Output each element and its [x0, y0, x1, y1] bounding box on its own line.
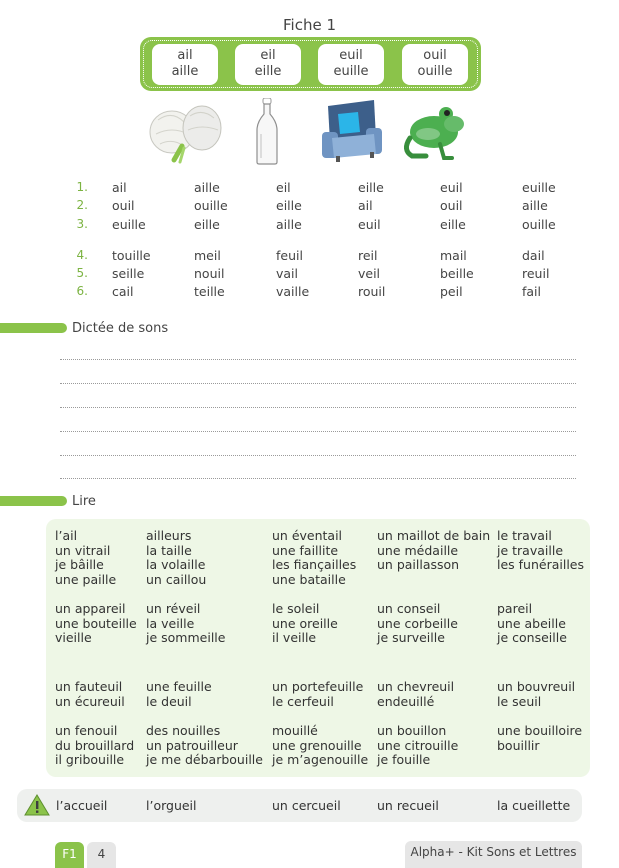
syllable-word: touille [112, 248, 151, 263]
reading-word: je me débarbouille [146, 752, 263, 768]
exception-word: un recueil [377, 798, 439, 813]
exception-word: l’accueil [56, 798, 108, 813]
reading-word: l’ail [55, 528, 78, 543]
sound-card-line: ouil [423, 48, 447, 63]
syllable-word: ail [358, 198, 373, 213]
sound-card-eil [235, 44, 301, 85]
syllable-word: veil [358, 266, 381, 281]
row-number: 1. [76, 180, 88, 194]
reading-word: une corbeille [377, 615, 458, 631]
reading-word: une bouteille [55, 615, 137, 631]
reading-word: une faillite [272, 542, 339, 558]
row-number: 2. [76, 198, 88, 212]
reading-word: un bouvreuil [497, 679, 576, 694]
sound-card-line: aille [171, 64, 199, 79]
sound-card-ail [152, 44, 218, 85]
sound-card-euil [318, 44, 384, 85]
reading-word: un bouillon [377, 723, 447, 738]
syllable-word: ail [112, 180, 127, 195]
row-number: 3. [76, 217, 88, 231]
reading-word: vieille [55, 630, 92, 646]
syllable-word: teille [194, 284, 225, 299]
syllable-word: vaille [276, 284, 310, 299]
exception-word: la cueillette [497, 798, 571, 813]
syllable-word: ouil [112, 198, 135, 213]
reading-word: un fauteuil [55, 679, 123, 694]
syllable-word: dail [522, 248, 545, 263]
reading-word: endeuillé [377, 693, 435, 709]
syllable-word: seille [112, 266, 145, 281]
exception-word: un cercueil [272, 798, 341, 813]
reading-word: un maillot de bain [377, 528, 491, 543]
reading-word: les fiançailles [272, 557, 357, 573]
reading-word: un fenouil [55, 723, 118, 738]
series-label: Alpha+ - Kit Sons et Lettres [405, 841, 582, 868]
syllable-word: peil [440, 284, 463, 299]
reading-word: une paille [55, 571, 117, 587]
reading-word: une abeille [497, 615, 566, 631]
syllable-word: fail [522, 284, 542, 299]
sound-card-line: ouille [417, 64, 453, 79]
syllable-word: eil [276, 180, 291, 195]
reading-word: la veille [146, 615, 195, 631]
reading-word: je surveille [377, 630, 445, 646]
syllable-word: reil [358, 248, 378, 263]
reading-word: un conseil [377, 601, 441, 616]
reading-word: du brouillard [55, 737, 135, 753]
warning-icon [24, 793, 50, 817]
armchair-image [318, 98, 386, 164]
section-marker [0, 323, 67, 333]
reading-word: un éventail [272, 528, 343, 543]
reading-word: un chevreuil [377, 679, 455, 694]
writing-line[interactable] [60, 431, 576, 432]
reading-word: mouillé [272, 723, 318, 738]
syllable-word: aille [276, 217, 302, 232]
frog-image [400, 98, 466, 162]
reading-word: une grenouille [272, 737, 362, 753]
reading-word: le seuil [497, 693, 542, 709]
writing-line[interactable] [60, 383, 576, 384]
row-number: 6. [76, 284, 88, 298]
reading-word: il gribouille [55, 752, 125, 768]
syllable-word: vail [276, 266, 299, 281]
sound-panel [140, 37, 481, 91]
reading-word: le travail [497, 528, 552, 543]
syllable-word: eille [358, 180, 384, 195]
dictation-title: Dictée de sons [72, 321, 169, 336]
section-marker [0, 496, 67, 506]
writing-line[interactable] [60, 359, 576, 360]
syllable-word: eille [440, 217, 466, 232]
syllable-word: mail [440, 248, 467, 263]
reading-word: je bâille [55, 557, 104, 573]
sound-card-line: eil [260, 48, 276, 63]
syllable-word: meil [194, 248, 221, 263]
writing-line[interactable] [60, 407, 576, 408]
reading-word: un portefeuille [272, 679, 364, 694]
syllable-word: reuil [522, 266, 550, 281]
syllable-word: euil [440, 180, 463, 195]
reading-word: une bataille [272, 571, 346, 587]
reading-word: une médaille [377, 542, 459, 558]
reading-word: je sommeille [146, 630, 226, 646]
reading-word: une oreille [272, 615, 338, 631]
reading-word: pareil [497, 601, 533, 616]
sound-card-ouil [402, 44, 468, 85]
reading-word: bouillir [497, 737, 540, 753]
syllable-word: aille [522, 198, 548, 213]
reading-word: un patrouilleur [146, 737, 238, 753]
reading-word: un paillasson [377, 557, 460, 573]
reading-word: une feuille [146, 679, 212, 694]
bottle-image [254, 98, 280, 166]
reading-word: ailleurs [146, 528, 192, 543]
exception-word: l’orgueil [146, 798, 197, 813]
syllable-word: eille [276, 198, 302, 213]
sound-card-line: ail [177, 48, 193, 63]
syllable-word: euil [358, 217, 381, 232]
reading-title: Lire [72, 494, 96, 509]
reading-word: le soleil [272, 601, 320, 616]
reading-word: je fouille [377, 752, 431, 768]
garlic-image [144, 98, 226, 166]
reading-word: le cerfeuil [272, 693, 334, 709]
reading-word: une bouilloire [497, 723, 583, 738]
page-number: 4 [87, 842, 116, 868]
syllable-word: ouille [522, 217, 556, 232]
syllable-word: aille [194, 180, 220, 195]
sound-card-line: eille [254, 64, 282, 79]
reading-word: un appareil [55, 601, 126, 616]
syllable-word: cail [112, 284, 134, 299]
page-title: Fiche 1 [283, 16, 336, 34]
reading-word: un réveil [146, 601, 201, 616]
syllable-word: euille [522, 180, 556, 195]
syllable-word: eille [194, 217, 220, 232]
reading-word: des nouilles [146, 723, 221, 738]
syllable-word: rouil [358, 284, 386, 299]
reading-word: il veille [272, 630, 317, 646]
reading-word: le deuil [146, 693, 192, 709]
sound-card-line: euille [333, 64, 369, 79]
syllable-word: feuil [276, 248, 303, 263]
reading-word: un caillou [146, 571, 207, 587]
tab-fiche-active[interactable]: F1 [55, 842, 84, 868]
writing-line[interactable] [60, 455, 576, 456]
reading-word: je travaille [497, 542, 564, 558]
sound-card-line: euil [339, 48, 363, 63]
reading-word: un écureuil [55, 693, 125, 709]
reading-word: une citrouille [377, 737, 459, 753]
writing-line[interactable] [60, 478, 576, 479]
syllable-word: ouille [194, 198, 228, 213]
syllable-word: euille [112, 217, 146, 232]
reading-word: les funérailles [497, 557, 585, 573]
row-number: 5. [76, 266, 88, 280]
reading-word: la volaille [146, 557, 206, 573]
reading-word: je conseille [497, 630, 567, 646]
syllable-word: ouil [440, 198, 463, 213]
syllable-word: nouil [194, 266, 225, 281]
reading-word: un vitrail [55, 542, 111, 558]
reading-word: je m’agenouille [272, 752, 369, 768]
row-number: 4. [76, 248, 88, 262]
reading-word: la taille [146, 542, 192, 558]
syllable-word: beille [440, 266, 474, 281]
